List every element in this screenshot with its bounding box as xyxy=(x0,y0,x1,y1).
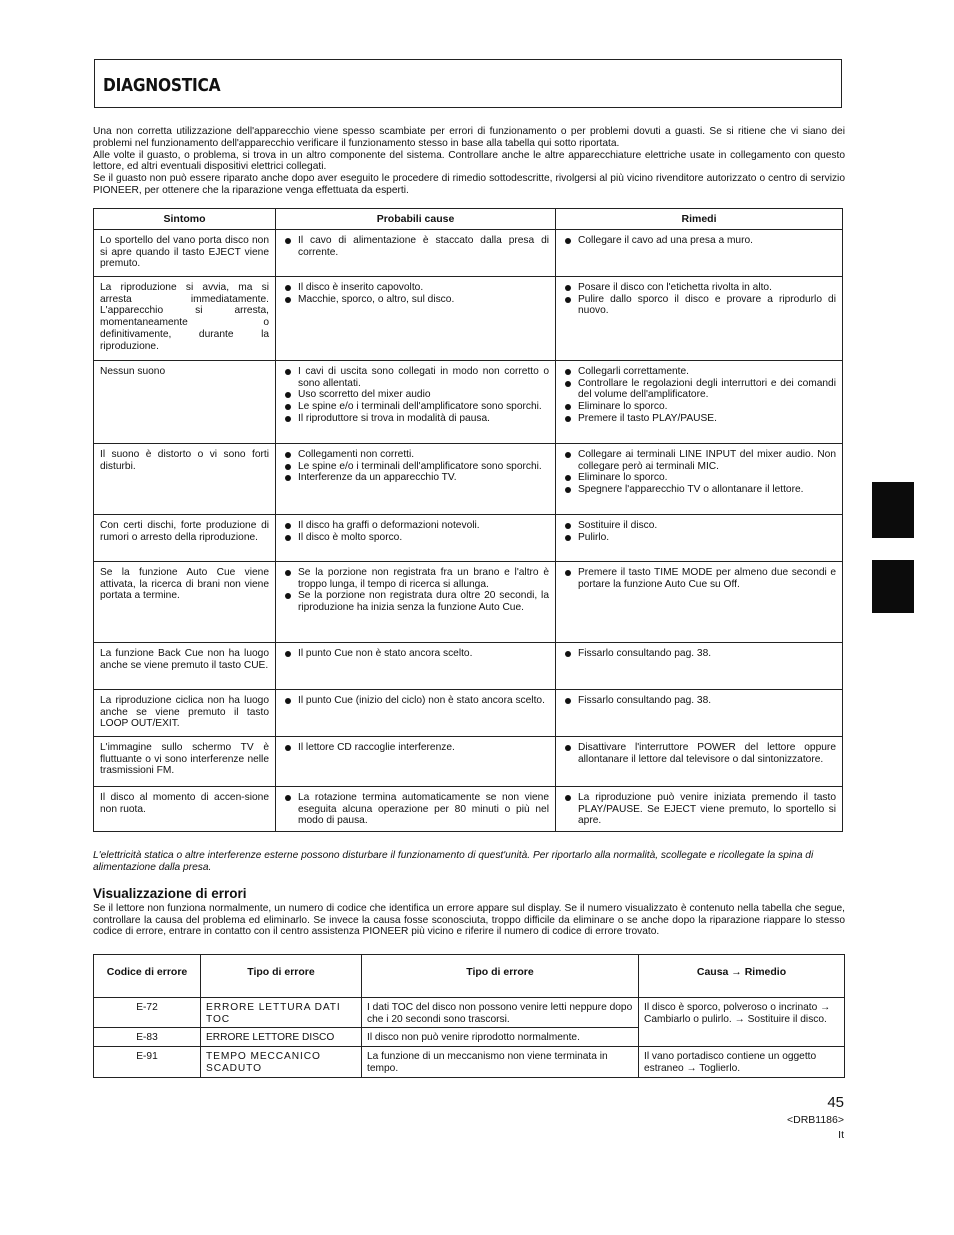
symptom-cell: Con certi dischi, forte produzione di rumori o arresto della riproduzione. xyxy=(94,515,276,562)
remedy-item: Collegare ai terminali LINE INPUT del mixer audio. Non collegare però ai terminali MIC. xyxy=(562,449,836,472)
table-row xyxy=(94,690,843,737)
header-symptom: Sintomo xyxy=(94,209,276,230)
remedies-cell xyxy=(556,361,843,444)
error-remedy: Il disco è sporco, polveroso o incrinato → Cambiarlo o pulirlo. → Sostituire il disco. xyxy=(639,998,845,1047)
cause-item: Il cavo di alimentazione è staccato dalla presa di corrente. xyxy=(282,235,549,258)
remedies-cell xyxy=(556,515,843,562)
header-cause-remedy: Causa → Rimedio xyxy=(639,955,845,998)
section-tab-marker xyxy=(872,482,914,538)
error-description: Il disco non può venire riprodotto normalmente. xyxy=(362,1028,639,1047)
table-header-row xyxy=(94,209,843,230)
table-row xyxy=(94,643,843,690)
cause-item: Il riproduttore si trova in modalità di pausa. xyxy=(282,413,549,425)
page-title: DIAGNOSTICA xyxy=(103,75,221,96)
error-type: ERRORE LETTORE DISCO xyxy=(201,1028,362,1047)
remedy-item: Premere il tasto TIME MODE per almeno due secondi e portare la funzione Auto Cue su Off. xyxy=(562,567,836,590)
remedy-item: Posare il disco con l'etichetta rivolta in alto. xyxy=(562,282,836,294)
remedies-cell xyxy=(556,562,843,643)
intro-paragraph: Se il guasto non può essere riparato anche dopo aver eseguito le procedere di rimedio sottodescritte, rivolgersi al più vicino rivenditore autorizzato o centro di servizio PIONEER, per ottenere che la riparazione venga effettuata da esperti. xyxy=(93,173,845,196)
causes-cell xyxy=(276,361,556,444)
table-row xyxy=(94,787,843,832)
table-row xyxy=(94,277,843,361)
causes-cell xyxy=(276,444,556,515)
symptom-cell: La funzione Back Cue non ha luogo anche se viene premuto il tasto CUE. xyxy=(94,643,276,690)
symptom-cell: La riproduzione ciclica non ha luogo anche se viene premuto il tasto LOOP OUT/EXIT. xyxy=(94,690,276,737)
error-type: TEMPO MECCANICO SCADUTO xyxy=(201,1047,362,1077)
symptom-cell: Se la funzione Auto Cue viene attivata, la ricerca di brani non viene portata a termine. xyxy=(94,562,276,643)
title-box xyxy=(94,59,842,108)
remedy-item: Pulire dallo sporco il disco e provare a riprodurlo di nuovo. xyxy=(562,294,836,317)
language-code: It xyxy=(838,1129,844,1141)
causes-cell xyxy=(276,737,556,787)
remedy-item: Eliminare lo sporco. xyxy=(562,472,836,484)
cause-item: Uso scorretto del mixer audio xyxy=(282,389,549,401)
symptom-cell: Il disco al momento di accen-sione non ruota. xyxy=(94,787,276,832)
table-row xyxy=(94,444,843,515)
error-code: E-91 xyxy=(94,1047,201,1077)
errors-heading: Visualizzazione di errori xyxy=(93,886,247,901)
causes-cell xyxy=(276,230,556,277)
cause-item: La rotazione termina automaticamente se non viene eseguita alcuna operazione per 80 minuti o più nel modo di pausa. xyxy=(282,792,549,827)
table-row xyxy=(94,998,845,1028)
static-note: L'elettricità statica o altre interferenze esterne possono disturbare il funzionamento di quest'unità. Per riportarlo alla normalità, scollegate e ricollegate la spina di alimentazione dalla presa. xyxy=(93,850,814,873)
remedy-item: Collegare il cavo ad una presa a muro. xyxy=(562,235,836,247)
remedies-cell xyxy=(556,277,843,361)
cause-item: Se la porzione non registrata fra un brano e l'altro è troppo lunga, il tempo di ricerca si allunga. xyxy=(282,567,549,590)
remedy-item: Sostituire il disco. xyxy=(562,520,836,532)
error-description: I dati TOC del disco non possono venire letti neppure dopo che i 20 secondi sono trascorsi. xyxy=(362,998,639,1028)
causes-cell xyxy=(276,643,556,690)
remedy-item: Spegnere l'apparecchio TV o allontanare il lettore. xyxy=(562,484,836,496)
remedy-item: Premere il tasto PLAY/PAUSE. xyxy=(562,413,836,425)
page-number: 45 xyxy=(827,1094,844,1111)
remedy-item: Controllare le regolazioni degli interruttori e dei comandi del volume dell'amplificatore. xyxy=(562,378,836,401)
cause-item: I cavi di uscita sono collegati in modo non corretto o sono allentati. xyxy=(282,366,549,389)
causes-cell xyxy=(276,277,556,361)
error-code: E-72 xyxy=(94,998,201,1028)
error-type: ERRORE LETTURA DATI TOC xyxy=(201,998,362,1028)
intro-paragraph: Una non corretta utilizzazione dell'apparecchio viene spesso scambiate per errori di funzionamento o per problemi dovuti a guasti. Se si ritiene che vi siano dei problemi nel funzionamento dell'apparecchio verificare il funzionamento stesso in base alla tabella qui sotto riportata. xyxy=(93,126,845,149)
error-remedy: Il vano portadisco contiene un oggetto estraneo → Toglierlo. xyxy=(639,1047,845,1077)
symptom-cell: Nessun suono xyxy=(94,361,276,444)
symptom-cell: L'immagine sullo schermo TV è fluttuante o vi sono interferenze nelle trasmissioni FM. xyxy=(94,737,276,787)
header-causes: Probabili cause xyxy=(276,209,556,230)
error-code-table xyxy=(93,954,845,1078)
remedy-item: Collegarli correttamente. xyxy=(562,366,836,378)
symptom-cell: La riproduzione si avvia, ma si arresta immediatamente. L'apparecchio si arresta, momentaneamente o definitivamente, durante la riproduzione. xyxy=(94,277,276,361)
remedies-cell xyxy=(556,787,843,832)
cause-item: Macchie, sporco, o altro, sul disco. xyxy=(282,294,549,306)
intro-paragraph: Alle volte il guasto, o problema, si trova in un altro componente del sistema. Controllare anche le altre apparecchiature elettriche usate in collegamento con questo lettore, ed altri eventuali dispositivi elettrici collegati. xyxy=(93,149,845,173)
causes-cell xyxy=(276,690,556,737)
causes-cell xyxy=(276,515,556,562)
cause-item: Le spine e/o i terminali dell'amplificatore sono sporchi. xyxy=(282,461,549,473)
cause-item: Il disco ha graffi o deformazioni notevoli. xyxy=(282,520,549,532)
document-code: <DRB1186> xyxy=(786,1114,844,1126)
remedies-cell xyxy=(556,690,843,737)
table-header-row xyxy=(94,955,845,998)
remedy-item: Eliminare lo sporco. xyxy=(562,401,836,413)
remedy-item: Disattivare l'interruttore POWER del lettore oppure allontanare il lettore dal televisore o dal sintonizzatore. xyxy=(562,742,836,765)
cause-item: Se la porzione non registrata dura oltre 20 secondi, la riproduzione ha inizia senza la funzione Auto Cue. xyxy=(282,590,549,613)
remedy-item: La riproduzione può venire iniziata premendo il tasto PLAY/PAUSE. Se EJECT viene premuto, lo sportello si apre. xyxy=(562,792,836,827)
error-code: E-83 xyxy=(94,1028,201,1047)
cause-item: Il punto Cue (inizio del ciclo) non è stato ancora scelto. xyxy=(282,695,549,707)
table-row xyxy=(94,230,843,277)
remedy-item: Fissarlo consultando pag. 38. xyxy=(562,648,836,660)
cause-item: Il lettore CD raccoglie interferenze. xyxy=(282,742,549,754)
remedies-cell xyxy=(556,737,843,787)
header-error-type: Tipo di errore xyxy=(201,955,362,998)
causes-cell xyxy=(276,787,556,832)
causes-cell xyxy=(276,562,556,643)
section-tab-marker xyxy=(872,560,914,613)
symptom-cell: Il suono è distorto o vi sono forti disturbi. xyxy=(94,444,276,515)
cause-item: Le spine e/o i terminali dell'amplificatore sono sporchi. xyxy=(282,401,549,413)
table-row xyxy=(94,1047,845,1077)
errors-intro: Se il lettore non funziona normalmente, un numero di codice che identifica un errore appare sul display. Se il numero visualizzato è contenuto nella tabella che segue, controllare la causa del problema ed eliminarlo. Se invece la causa fosse sconosciuta, troppo difficile da eliminare o se anche dopo la riparazione riappare lo stesso codice di errore, entrare in contatto con il centro assistenza PIONEER più vicino e riferire il numero di codice di errore trovato. xyxy=(93,903,845,938)
table-row xyxy=(94,515,843,562)
remedies-cell xyxy=(556,230,843,277)
cause-item: Il disco è molto sporco. xyxy=(282,532,549,544)
cause-item: Il disco è inserito capovolto. xyxy=(282,282,549,294)
diagnostic-table xyxy=(93,208,843,832)
remedies-cell xyxy=(556,444,843,515)
cause-item: Il punto Cue non è stato ancora scelto. xyxy=(282,648,549,660)
remedy-item: Pulirlo. xyxy=(562,532,836,544)
table-row xyxy=(94,361,843,444)
remedies-cell xyxy=(556,643,843,690)
cause-item: Collegamenti non corretti. xyxy=(282,449,549,461)
intro-text xyxy=(93,126,845,197)
symptom-cell: Lo sportello del vano porta disco non si apre quando il tasto EJECT viene premuto. xyxy=(94,230,276,277)
error-description: La funzione di un meccanismo non viene terminata in tempo. xyxy=(362,1047,639,1077)
header-error-code: Codice di errore xyxy=(94,955,201,998)
table-row xyxy=(94,737,843,787)
header-remedies: Rimedi xyxy=(556,209,843,230)
table-row xyxy=(94,562,843,643)
header-error-type-desc: Tipo di errore xyxy=(362,955,639,998)
cause-item: Interferenze da un apparecchio TV. xyxy=(282,472,549,484)
remedy-item: Fissarlo consultando pag. 38. xyxy=(562,695,836,707)
